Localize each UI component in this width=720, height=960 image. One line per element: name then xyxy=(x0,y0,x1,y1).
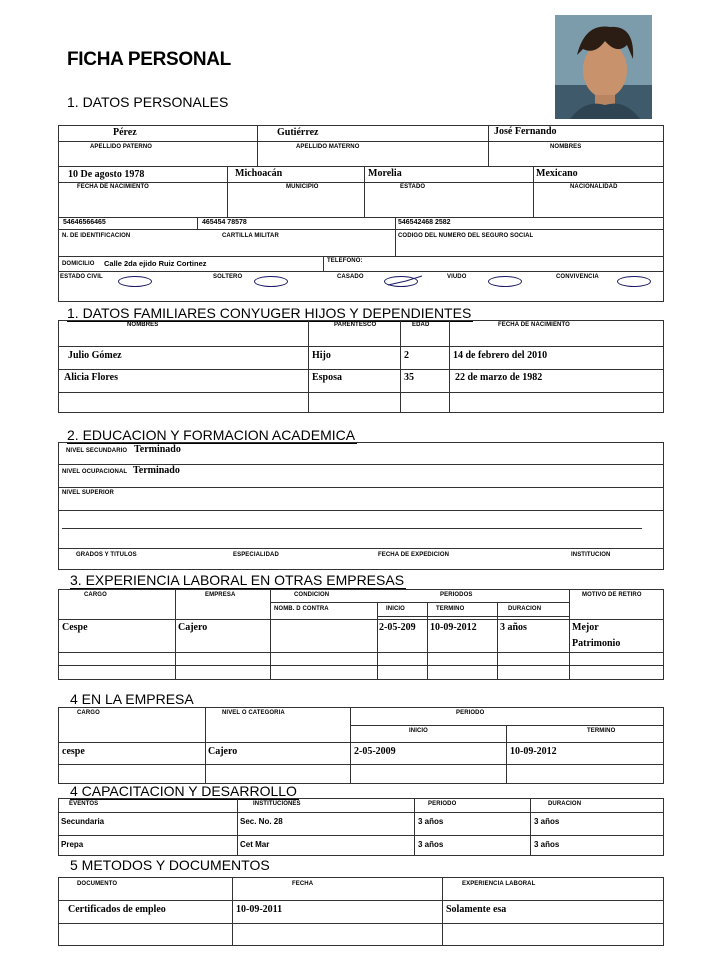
exp-termino-value: 10-09-2012 xyxy=(430,622,477,633)
exp-motivo-value-2: Patrimonio xyxy=(572,638,621,649)
familia-row-1-fecha: 14 de febrero del 2010 xyxy=(453,350,548,361)
nivel-superior-label: NIVEL SUPERIOR xyxy=(62,490,114,496)
municipio-value: Michoacán xyxy=(235,168,283,179)
nacionalidad-value: Mexicano xyxy=(536,168,578,179)
emp-inicio-value: 2-05-2009 xyxy=(354,746,396,757)
fecha-nacimiento-label: FECHA DE NACIMIENTO xyxy=(77,184,149,190)
casado-label: CASADO xyxy=(337,274,364,280)
familia-row-2-nombre: Alicia Flores xyxy=(64,372,118,383)
exp-duracion-value: 3 años xyxy=(500,622,527,633)
nivel-secundario-value: Terminado xyxy=(134,444,181,455)
nacionalidad-label: NACIONALIDAD xyxy=(570,184,618,190)
soltero-oval[interactable] xyxy=(254,276,288,287)
especialidad-label: ESPECIALIDAD xyxy=(233,552,279,558)
section-datos-personales: 1. DATOS PERSONALES xyxy=(67,94,229,110)
exp-motivo-value-1: Mejor xyxy=(572,622,599,633)
emp-nivel-label: NIVEL O CATEGORIA xyxy=(222,710,285,716)
identificacion-label: N. DE IDENTIFICACION xyxy=(62,233,131,239)
nombres-label: NOMBRES xyxy=(550,144,582,150)
identificacion-value: 54646566465 xyxy=(63,219,106,226)
exp-termino-label: TERMINO xyxy=(436,606,465,612)
apellido-paterno-value: Pérez xyxy=(113,127,137,138)
cap-header-eventos: EVENTOS xyxy=(69,801,99,807)
fecha-nacimiento-value: 10 De agosto 1978 xyxy=(68,169,145,180)
casado-check-mark xyxy=(386,274,426,288)
exp-condicion-label: CONDICION xyxy=(294,592,330,598)
apellido-materno-value: Gutiérrez xyxy=(277,127,319,138)
estado-civil-label: ESTADO CIVIL xyxy=(60,274,103,280)
familia-row-2-fecha: 22 de marzo de 1982 xyxy=(455,372,543,383)
exp-empresa-value: Cajero xyxy=(178,622,208,633)
cap-row-2-evento: Prepa xyxy=(61,840,84,849)
exp-empresa-label: EMPRESA xyxy=(205,592,236,598)
doc-experiencia-value: Solamente esa xyxy=(446,904,507,915)
cap-row-2-duracion: 3 años xyxy=(534,840,560,849)
domicilio-value: Calle 2da ejido Ruiz Cortinez xyxy=(104,259,207,268)
doc-header-experiencia: EXPERIENCIA LABORAL xyxy=(462,881,536,887)
exp-contra-label: NOMB. D CONTRA xyxy=(274,606,329,612)
cartilla-label: CARTILLA MILITAR xyxy=(222,233,279,239)
section-educacion: 2. EDUCACION Y FORMACION ACADEMICA xyxy=(67,427,356,443)
familia-row-2-parentesco: Esposa xyxy=(312,372,343,383)
emp-periodo-label: PERIODO xyxy=(456,710,485,716)
familia-header-nombres: NOMBRES xyxy=(127,322,159,328)
cap-row-2-periodo: 3 años xyxy=(418,840,444,849)
telefono-label: TELEFONO: xyxy=(327,258,363,264)
doc-header-documento: DOCUMENTO xyxy=(77,881,118,887)
viudo-label: VIUDO xyxy=(447,274,467,280)
familia-header-fecha: FECHA DE NACIMIENTO xyxy=(498,322,570,328)
section-datos-familiares: 1. DATOS FAMILIARES CONYUGER HIJOS Y DEPENDIENTES xyxy=(67,305,472,321)
cap-header-periodo: PERIODO xyxy=(428,801,457,807)
familia-header-edad: EDAD xyxy=(412,322,430,328)
doc-header-fecha: FECHA xyxy=(292,881,314,887)
exp-periodos-label: PERIODOS xyxy=(440,592,473,598)
fecha-expedicion-label: FECHA DE EXPEDICION xyxy=(378,552,450,558)
familia-row-2-edad: 35 xyxy=(404,372,414,383)
apellido-materno-label: APELLIDO MATERNO xyxy=(296,144,360,150)
cap-row-1-evento: Secundaria xyxy=(61,817,105,826)
section-experiencia-laboral: 3. EXPERIENCIA LABORAL EN OTRAS EMPRESAS xyxy=(70,572,405,588)
exp-inicio-value: 2-05-209 xyxy=(379,622,416,633)
grados-titulos-label: GRADOS Y TITULOS xyxy=(76,552,137,558)
emp-nivel-value: Cajero xyxy=(208,746,238,757)
cap-row-1-duracion: 3 años xyxy=(534,817,560,826)
familia-row-1-edad: 2 xyxy=(404,350,409,361)
page-title: FICHA PERSONAL xyxy=(67,49,231,70)
exp-inicio-label: INICIO xyxy=(386,606,405,612)
emp-termino-label: TERMINO xyxy=(587,728,616,734)
section-en-la-empresa: 4 EN LA EMPRESA xyxy=(70,691,194,707)
estado-value: Morelia xyxy=(368,168,402,179)
person-photo-illustration xyxy=(555,15,652,119)
section-metodos-documentos: 5 METODOS Y DOCUMENTOS xyxy=(70,857,270,873)
nivel-ocupacional-label: NIVEL OCUPACIONAL xyxy=(62,469,128,475)
cap-header-instituciones: INSTITUCIONES xyxy=(253,801,301,807)
familia-header-parentesco: PARENTESCO xyxy=(334,322,377,328)
nss-label: CODIGO DEL NUMERO DEL SEGURO SOCIAL xyxy=(398,233,534,239)
nombres-value: José Fernando xyxy=(494,126,557,137)
convivencia-label: CONVIVENCIA xyxy=(556,274,599,280)
familia-row-1-nombre: Julio Gómez xyxy=(68,350,122,361)
emp-cargo-value: cespe xyxy=(62,746,85,757)
exp-cargo-value: Cespe xyxy=(62,622,88,633)
emp-termino-value: 10-09-2012 xyxy=(510,746,557,757)
cap-row-1-institucion: Sec. No. 28 xyxy=(240,817,283,826)
apellido-paterno-label: APELLIDO PATERNO xyxy=(90,144,153,150)
cap-row-1-periodo: 3 años xyxy=(418,817,444,826)
nss-value: 546542468 2582 xyxy=(398,219,451,226)
familia-row-1-parentesco: Hijo xyxy=(312,350,331,361)
exp-cargo-label: CARGO xyxy=(84,592,107,598)
institucion-label: INSTITUCION xyxy=(571,552,611,558)
cartilla-value: 465454 78578 xyxy=(202,219,247,226)
emp-inicio-label: INICIO xyxy=(409,728,428,734)
estado-civil-option-1-oval[interactable] xyxy=(118,276,152,287)
cap-header-duracion: DURACION xyxy=(548,801,582,807)
soltero-label: SOLTERO xyxy=(213,274,243,280)
viudo-oval[interactable] xyxy=(488,276,522,287)
exp-duracion-label: DURACION xyxy=(508,606,542,612)
estado-label: ESTADO xyxy=(400,184,426,190)
domicilio-label: DOMICILIO xyxy=(62,261,95,267)
exp-motivo-label: MOTIVO DE RETIRO xyxy=(582,592,642,598)
nivel-ocupacional-value: Terminado xyxy=(133,465,180,476)
doc-documento-value: Certificados de empleo xyxy=(68,904,166,915)
section-capacitacion: 4 CAPACITACION Y DESARROLLO xyxy=(70,783,297,799)
convivencia-oval[interactable] xyxy=(617,276,651,287)
person-photo xyxy=(555,15,652,119)
doc-fecha-value: 10-09-2011 xyxy=(236,904,283,915)
municipio-label: MUNICIPIO xyxy=(286,184,319,190)
nivel-secundario-label: NIVEL SECUNDARIO xyxy=(66,448,128,454)
emp-cargo-label: CARGO xyxy=(77,710,100,716)
cap-row-2-institucion: Cet Mar xyxy=(240,840,270,849)
